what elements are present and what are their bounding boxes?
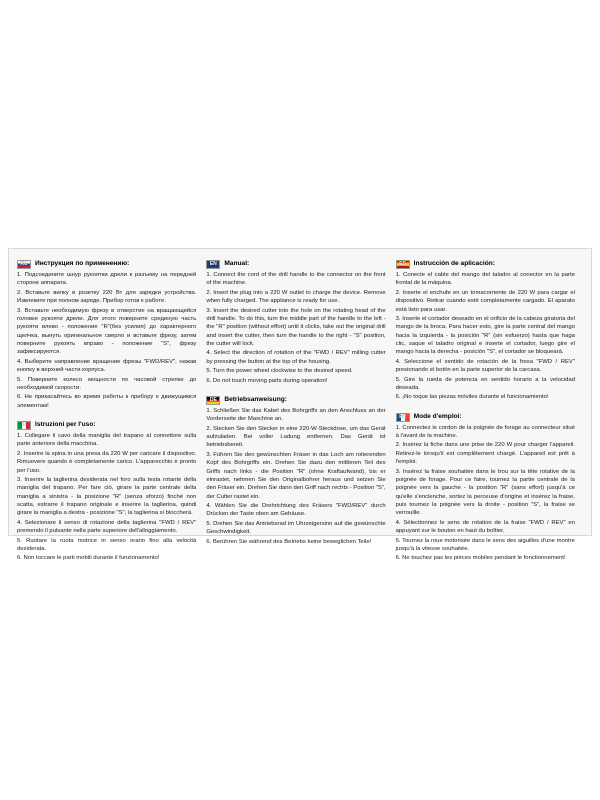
flag-fr-icon	[396, 413, 410, 422]
instruction-line: 1. Connect the cord of the drill handle to the connector on the front of the machine.	[206, 272, 386, 287]
instruction-line: 4. Seleccione el sentido de rotación de la fresa "FWD / REV" presionando el botón en la parte superior de la carcasa.	[395, 358, 575, 374]
block-header	[396, 259, 575, 269]
flag-en-icon	[206, 260, 220, 269]
instruction-line: 6. Do not touch moving parts during operation!	[206, 377, 328, 384]
block-title: Manual:	[224, 260, 250, 267]
flag-ru-icon	[17, 260, 31, 269]
block-title: Mode d'emploi:	[413, 412, 462, 420]
block-body	[396, 424, 575, 563]
instruction-leaflet	[8, 248, 592, 562]
instruction-line: 1. Подсоедините шнур рукоятки дрели к разъему на передней стороне аппарата.	[17, 272, 197, 287]
instruction-line: 1. Collegare il cavo della maniglia del trapano al connettore sulla parte anteriore della macchina.	[17, 433, 197, 448]
instruction-line: 4. Selezionare il senso di rotazione della taglierina "FWD / REV" premendo il pulsante nella parte superiore dell'alloggiamento.	[17, 519, 197, 535]
instruction-line: 1. Schließen Sie das Kabel des Bohrgriffs an den Anschluss an der Vorderseite der Maschine an.	[206, 407, 386, 423]
instruction-block-it	[17, 420, 196, 564]
instruction-line: 6. Не прикасайтесь во время работы к прибору к движущимся элементам!	[17, 394, 197, 409]
instruction-line: 6. ¡No toque las piezas móviles durante el funcionamiento!	[395, 394, 549, 401]
instruction-line: 2. Insert the plug into a 220 W outlet to charge the device. Remove when fully charged. The appliance is ready for use.	[206, 289, 386, 305]
block-header	[17, 259, 196, 269]
instruction-line: 3. Inserire la taglierina desiderata nel foro sulla testa rotante della maniglia del trapano. Per fare ciò, girare la parte centrale della maniglia a sinistra - la posizione "R" (senza sforzo) finché non scatta, estrarre il trapano originale e inserire la taglierina, quindi girare la maniglia a destra - posizione "S", la taglierina si bloccherà.	[17, 476, 197, 517]
instruction-line: 5. Поверните колесо мощности по часовой стрелке до необходимой скорости.	[17, 376, 197, 391]
instruction-line: 4. Выберите направление вращение фрезы "FWD/REV", нажав кнопку в верхней части корпуса.	[17, 358, 197, 374]
lang-code-label: ES	[399, 261, 406, 267]
instruction-line: 5. Tournez la roue motorisée dans le sens des aiguilles d'une montre jusqu'à la vitesse souhaitée.	[395, 537, 575, 552]
instruction-line: 4. Sélectionnez le sens de rotation de la fraise "FWD / REV" en appuyant sur le bouton en haut du boîtier.	[395, 519, 575, 535]
flag-es-icon	[396, 260, 410, 269]
instruction-line: 1. Conecte el cable del mango del taladro al conector en la parte frontal de la máquina.	[395, 272, 575, 287]
block-body	[17, 271, 196, 410]
block-body	[206, 271, 385, 385]
instruction-line: 5. Turn the power wheel clockwise to the desired speed.	[206, 368, 353, 375]
block-header	[396, 412, 575, 422]
instruction-block-ru	[17, 259, 196, 411]
instruction-line: 6. Berühren Sie während des Betriebs keine beweglichen Teile!	[206, 538, 372, 545]
block-title: Instrucción de aplicación:	[413, 260, 495, 267]
instruction-line: 3. Insérez la fraise souhaitée dans le trou sur la tête rotative de la poignée de forage. Pour ce faire, tournez la partie centrale de la poignée vers la gauche - la position "R" (sans effort) jusqu'à ce qu'elle s'enclenche, sortez la perceuse d'origine et insérez la fraise, puis tournez la poignée vers la droite - position "S", la fraise se verrouille.	[395, 468, 575, 517]
flag-de-icon	[206, 396, 220, 405]
instruction-line: 2. Inserte el enchufe en un tomacorriente de 220 W para cargar el dispositivo. Retirar cuando esté completamente cargado. El aparato está listo para usar.	[395, 289, 575, 313]
block-title: Инструкция по применению:	[35, 260, 130, 267]
lang-code-label: IT	[21, 422, 27, 428]
instruction-line: 5. Gire la rueda de potencia en sentido horario a la velocidad deseada.	[395, 376, 575, 391]
lang-code-label: RU	[20, 261, 28, 267]
instruction-line: 6. Ne touchez pas les pièces mobiles pendant le fonctionnement!	[395, 555, 566, 562]
instruction-block-en	[206, 259, 385, 386]
instruction-block-fr	[396, 412, 575, 564]
block-body	[206, 407, 385, 546]
instruction-line: 2. Stecken Sie den Stecker in eine 220-W-Steckdose, um das Gerät aufzuladen. Bei voller Ladung entfernen. Das Gerät ist betriebsbereit.	[206, 425, 386, 449]
leaflet-columns	[9, 249, 591, 562]
instruction-line: 2. Inserire la spina in una presa da 220 W per caricare il dispositivo. Rimuovere quando è completamente carico. L'apparecchio è pronto per l'uso.	[17, 450, 197, 474]
instruction-line: 2. Insérez la fiche dans une prise de 220 W pour charger l'appareil. Retirez-le lorsqu'il est complètement chargé. L'appareil est prêt à l'emploi.	[395, 442, 575, 466]
column-right	[395, 259, 585, 562]
block-header	[206, 395, 385, 405]
block-title: Istruzioni per l'uso:	[35, 421, 96, 428]
instruction-line: 3. Insert the desired cutter into the hole on the rotating head of the drill handle. To do this, turn the middle part of the handle to the left - the "R" position (without effort) until it clicks, take out the original drill and insert the cutter, then turn the handle to the right - "S" position, the cutter will lock.	[206, 307, 386, 347]
instruction-block-es	[396, 259, 575, 403]
instruction-line: 3. Führen Sie den gewünschten Fräser in das Loch am rotierenden Kopf des Bohrgriffs ein. Drehen Sie dazu den mittleren Teil des Griffs nach links - die Position "R" (ohne Kraftaufwand), bis er einrastet, nehmen Sie den Originalbohrer heraus und setzen Sie den Fräser ein. Drehen Sie dann den Griff nach rechts - Position "S", der Cutter rastet ein.	[206, 451, 386, 500]
block-header	[17, 420, 196, 430]
instruction-line: 3. Inserte el cortador deseado en el orificio de la cabeza giratoria del mango de la broca. Para hacer esto, gire la parte central del mango hacia la izquierda - la posición "R" (sin esfuerzo) hasta que haga clic, saque el taladro original e inserte el cortador, luego gire el mango hacia la derecha - posición "S", el cortador se bloqueará.	[395, 315, 575, 356]
instruction-line: 4. Wählen Sie die Drehrichtung des Fräsers "FWD/REV" durch Drücken der Taste oben am Gehäuse.	[206, 503, 386, 518]
instruction-line: 6. Non toccare le parti mobili durante il funzionamento!	[17, 555, 160, 562]
instruction-line: 4. Select the direction of rotation of the "FWD / REV" milling cutter by pressing the button at the top of the housing.	[206, 350, 386, 365]
column-left	[17, 259, 206, 562]
instruction-line: 1. Connectez le cordon de la poignée de forage au connecteur situé à l'avant de la machine.	[395, 424, 575, 439]
instruction-block-de	[206, 395, 385, 547]
lang-code-label: FR	[399, 413, 406, 420]
lang-code-label: DE	[209, 396, 217, 403]
block-body	[17, 432, 196, 563]
lang-code-label: EN	[209, 261, 217, 267]
instruction-line: 3. Вставьте необходимую фрезу в отверстие на вращающейся головке рукояти дрели. Для этого поверните срединую часть рукояти влево - положение "R"(без усилия) до характерного щелчка, вынуть оригинальное сверло и вставьте фрезу, затем поверните рукоять вправо - положение "S", фрезу зафиксируются.	[17, 307, 197, 356]
block-header	[206, 259, 385, 269]
instruction-line: 5. Drehen Sie das Antriebsrad im Uhrzeigersinn auf die gewünschte Geschwindigkeit.	[206, 520, 386, 536]
column-middle	[206, 259, 395, 545]
instruction-line: 2. Вставьте вилку в розетку 220 Вт для зарядки устройства. Извлеките при полном заряде. Прибор готов к работе.	[17, 289, 197, 305]
flag-it-icon	[17, 421, 31, 430]
instruction-line: 5. Ruotare la ruota motrice in senso orario fino alla velocità desiderata.	[17, 537, 197, 552]
block-title: Betriebsanweisung:	[224, 395, 287, 403]
block-body	[396, 271, 575, 402]
